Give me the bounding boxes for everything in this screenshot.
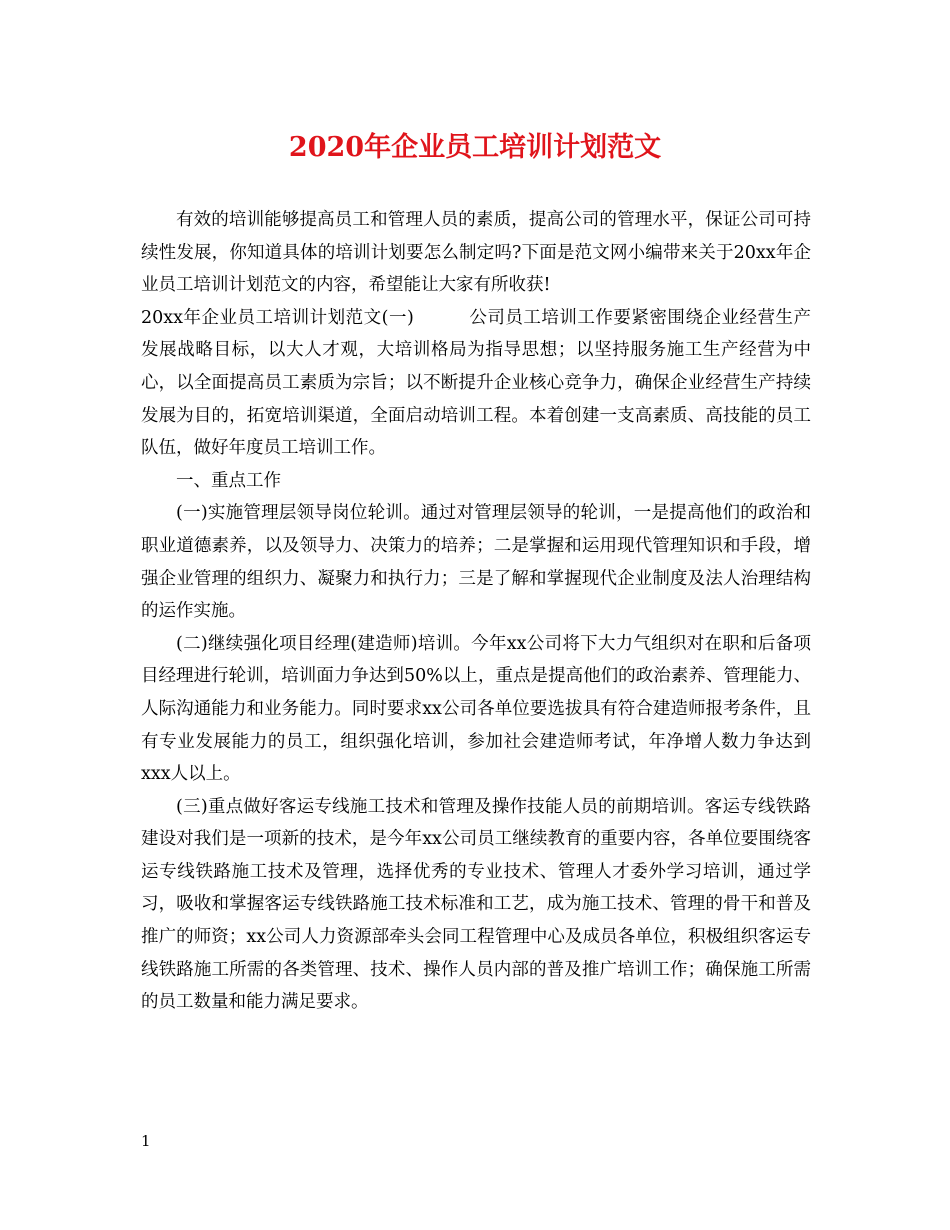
section-one-paragraph: [141, 302, 811, 465]
section-heading: 20xx年企业员工培训计划范文(一): [141, 307, 414, 328]
page-number: 1: [141, 1132, 151, 1150]
section-lead: 公司员工培训工作要紧密围绕企业经营生产发展战略目标，以大人才观，大培训格局为指导思想；以坚持服务施工生产经营为中心，以全面提高员工素质为宗旨；以不断提升企业核心竞争力，确保企业经营生产持续发展为目的，拓宽培训渠道，全面启动培训工程。本着创建一支高素质、高技能的员工队伍，做好年度员工培训工作。: [141, 307, 812, 459]
document-body: [141, 204, 811, 1019]
item-one-paragraph: (一)实施管理层领导岗位轮训。通过对管理层领导的轮训，一是提高他们的政治和职业道德素养，以及领导力、决策力的培养；二是掌握和运用现代管理知识和手段，增强企业管理的组织力、凝聚力和执行力；三是了解和掌握现代企业制度及法人治理结构的运作实施。: [141, 503, 811, 622]
document-title: 2020年企业员工培训计划范文: [288, 132, 662, 163]
item-two-paragraph: (二)继续强化项目经理(建造师)培训。今年xx公司将下大力气组织对在职和后备项目经理进行轮训，培训面力争达到50%以上，重点是提高他们的政治素养、管理能力、人际沟通能力和业务能力。同时要求xx公司各单位要选拔具有符合建造师报考条件，且有专业发展能力的员工，组织强化培训，参加社会建造师考试，年净增人数力争达到xxx人以上。: [141, 633, 811, 785]
intro-paragraph: 有效的培训能够提高员工和管理人员的素质，提高公司的管理水平，保证公司可持续性发展，你知道具体的培训计划要怎么制定吗?下面是范文网小编带来关于20xx年企业员工培训计划范文的内容，希望能让大家有所收获!: [141, 210, 811, 296]
item-three-paragraph: (三)重点做好客运专线施工技术和管理及操作技能人员的前期培训。客运专线铁路建设对我们是一项新的技术，是今年xx公司员工继续教育的重要内容，各单位要围绕客运专线铁路施工技术及管理，选择优秀的专业技术、管理人才委外学习培训，通过学习，吸收和掌握客运专线铁路施工技术标准和工艺，成为施工技术、管理的骨干和普及推广的师资；xx公司人力资源部牵头会同工程管理中心及成员各单位，积极组织客运专线铁路施工所需的各类管理、技术、操作人员内部的普及推广培训工作；确保施工所需的员工数量和能力满足要求。: [141, 796, 811, 1013]
heading-key-work: 一、重点工作: [176, 470, 281, 491]
